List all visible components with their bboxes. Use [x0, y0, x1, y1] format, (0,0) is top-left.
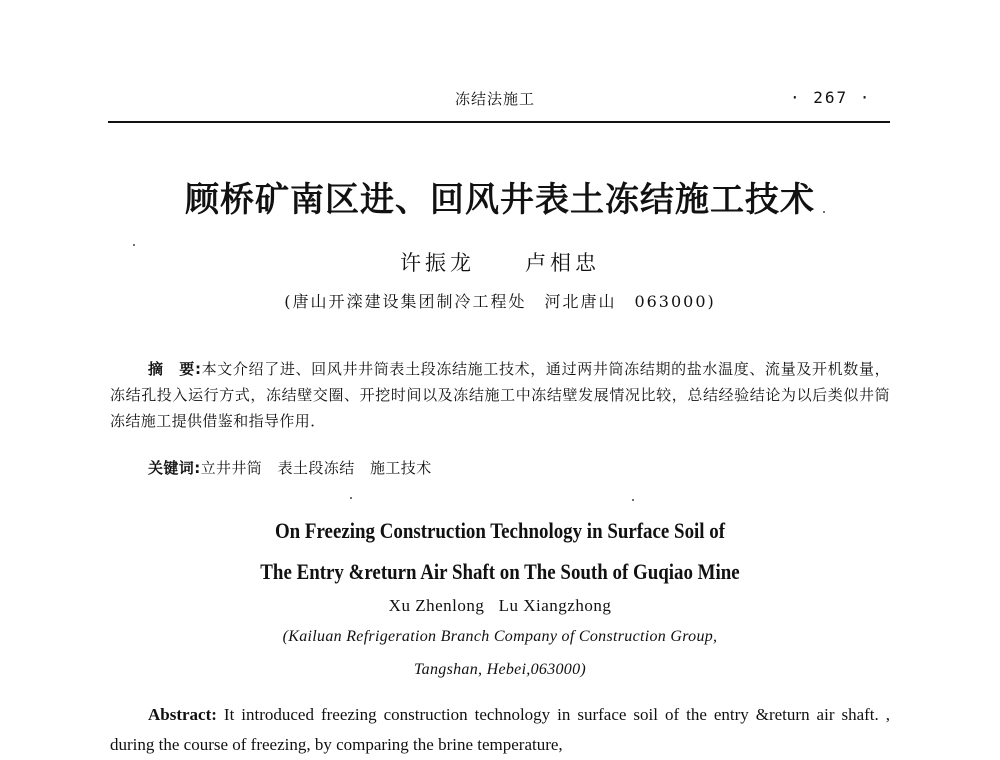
chinese-abstract — [110, 356, 890, 434]
english-title-line-2: The Entry &return Air Shaft on The South of Guqiao Mine — [260, 559, 740, 584]
english-affiliation-line-1: (Kailuan Refrigeration Branch Company of Construction Group, — [282, 628, 718, 645]
english-affiliation-line-2: Tangshan, Hebei,063000) — [413, 661, 587, 678]
english-title-line-1: On Freezing Construction Technology in Surface Soil of — [274, 518, 726, 543]
scan-speck — [350, 497, 352, 499]
chinese-abstract-text: 本文介绍了进、回风井井筒表土段冻结施工技术，通过两井筒冻结期的盐水温度、流量及开机数量，冻结孔投入运行方式，冻结壁交圈、开挖时间以及冻结施工中冻结壁发展情况比较，总结经验结论为以后类似井筒冻结施工提供借鉴和指导作用． — [110, 360, 890, 430]
chinese-abstract-label: 摘 要: — [148, 360, 202, 378]
running-header-section: 冻结法施工 — [455, 90, 536, 108]
chinese-authors: 许振龙 卢相忠 — [400, 251, 600, 275]
english-abstract — [110, 700, 890, 760]
scan-speck — [133, 244, 135, 246]
english-abstract-text: It introduced freezing construction technology in surface soil of the entry &return air shaft. , during the course of freezing, by comparing the brine temperature, — [110, 705, 890, 754]
chinese-affiliation: (唐山开滦建设集团制冷工程处 河北唐山 063000) — [284, 292, 716, 311]
english-abstract-label: Abstract: — [148, 705, 217, 724]
chinese-keywords-text: 立井井筒 表土段冻结 施工技术 — [200, 459, 432, 477]
chinese-keywords-label: 关键词: — [148, 459, 201, 477]
scan-speck — [632, 499, 634, 501]
chinese-keywords — [148, 455, 888, 481]
chinese-title: 顾桥矿南区进、回风井表土冻结施工技术 — [185, 180, 815, 220]
scan-speck — [823, 211, 825, 213]
english-authors: Xu Zhenlong Lu Xiangzhong — [388, 596, 612, 615]
header-rule — [108, 121, 890, 123]
page-number: · 267 · — [790, 88, 872, 107]
